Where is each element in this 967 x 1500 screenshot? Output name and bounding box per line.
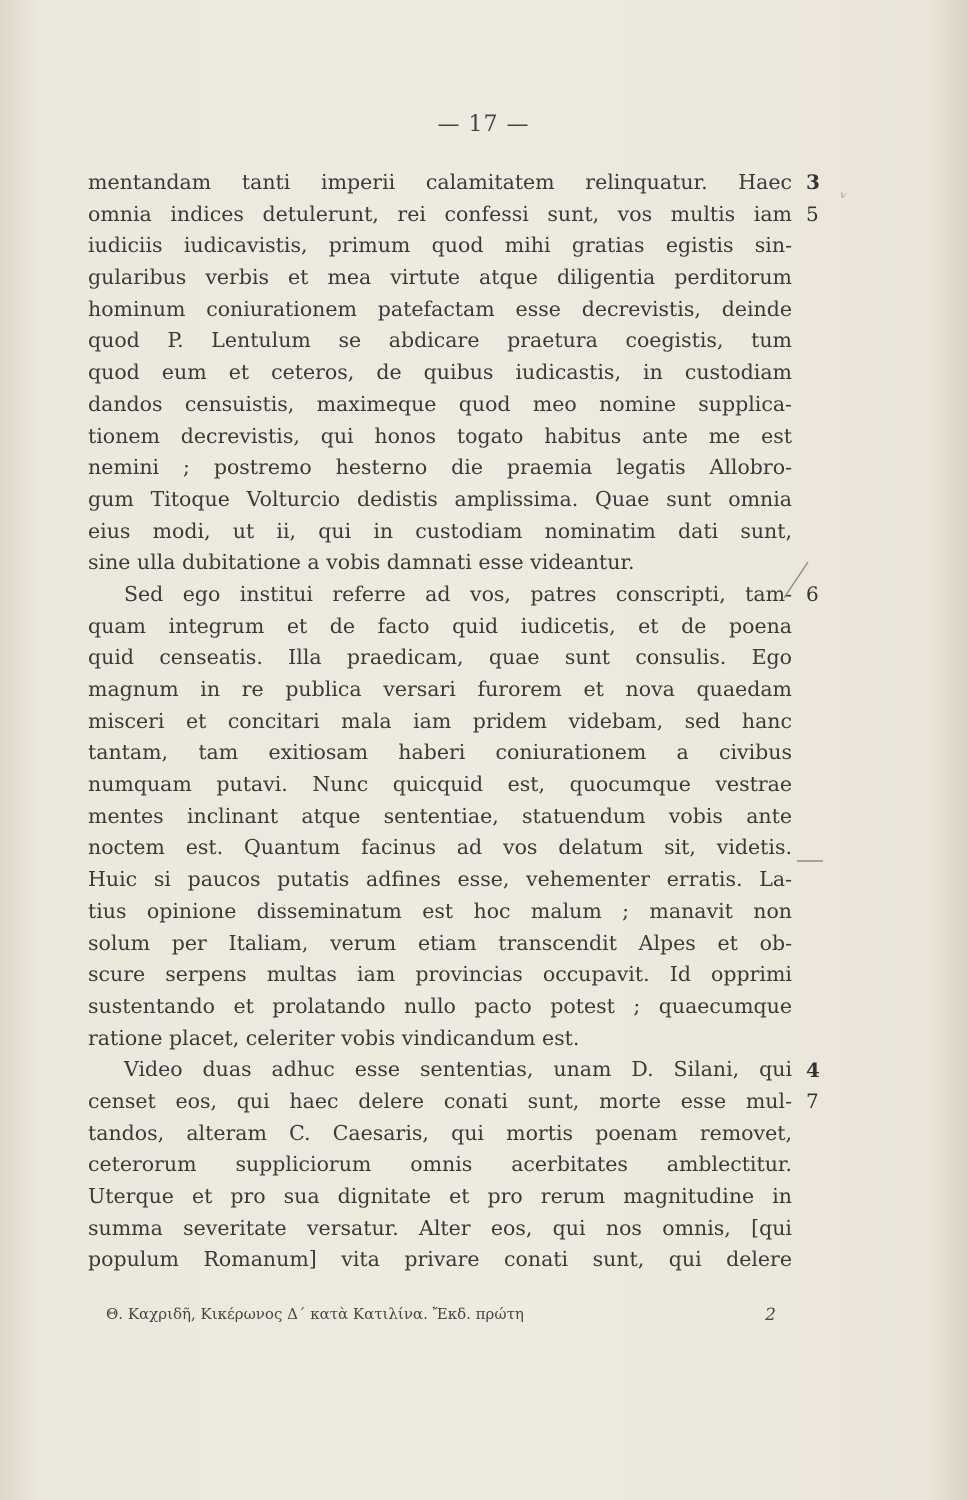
text-line: Video duas adhuc esse sententias, unam D. Silani, qui [124,1057,792,1082]
text-line: scure serpens multas iam provincias occupavit. Id opprimi [88,962,792,987]
margin-number: 5 [806,201,819,226]
page-number: — 17 — [437,112,530,137]
text-line: Sed ego institui referre ad vos, patres conscripti, tam- [124,581,792,606]
text-line: hominum coniurationem patefactam esse decrevistis, deinde [88,296,792,321]
margin-number: 6 [806,582,819,607]
text-line: iudiciis iudicavistis, primum quod mihi gratias egistis sin- [88,233,792,258]
text-line: quid censeatis. Illa praedicam, quae sunt consulis. Ego [88,645,792,670]
text-line: ratione placet, celeriter vobis vindicandum est. [88,1025,580,1050]
text-line: misceri et concitari mala iam pridem videbam, sed hanc [88,708,792,733]
text-line: gum Titoque Volturcio dedistis amplissima. Quae sunt omnia [88,486,792,511]
text-line: summa severitate versatur. Alter eos, qui nos omnis, [qui [88,1215,792,1240]
text-line: sine ulla dubitatione a vobis damnati esse videantur. [88,550,635,575]
text-line: dandos censuistis, maximeque quod meo nomine supplica- [88,391,792,416]
text-line: gularibus verbis et mea virtute atque diligentia perditorum [88,265,792,290]
text-line: magnum in re publica versari furorem et nova quaedam [88,677,792,701]
footer-title: Θ. Καχριδῆ, Κικέρωνος Δ´ κατὰ Κατιλίνα. Ἔκδ. πρώτη [106,1305,524,1323]
text-line: sustentando et prolatando nullo pacto potest ; quaecumque [88,993,792,1018]
text-line: noctem est. Quantum facinus ad vos delatum sit, videtis. [88,835,792,860]
footer [106,1305,776,1325]
pencil-dash-mark [795,858,825,864]
margin-number: 7 [806,1089,819,1114]
text-line: mentandam tanti imperii calamitatem relinquatur. Haec [88,170,792,194]
margin-number: 3 [806,170,820,194]
pencil-slash-mark [780,560,810,600]
text-line: Uterque et pro sua dignitate et pro rerum magnitudine in [88,1184,792,1208]
text-line: quod P. Lentulum se abdicare praetura coegistis, tum [88,328,792,353]
text-line: numquam putavi. Nunc quicquid est, quocumque vestrae [88,772,792,797]
text-line: eius modi, ut ii, qui in custodiam nominatim dati sunt, [88,518,792,543]
text-line: tius opinione disseminatum est hoc malum ; manavit non [88,898,792,923]
text-line: tantam, tam exitiosam haberi coniurationem a civibus [88,740,792,765]
text-line: omnia indices detulerunt, rei confessi sunt, vos multis iam [88,201,792,226]
text-line: tionem decrevistis, qui honos togato habitus ante me est [88,423,792,448]
text-line: censet eos, qui haec delere conati sunt, morte esse mul- [88,1088,792,1113]
text-line: quam integrum et de facto quid iudicetis, et de poena [88,613,792,638]
latin-text-body [88,167,792,1276]
margin-number: 4 [806,1057,820,1082]
text-line: Huic si paucos putatis adfines esse, vehementer erratis. La- [88,867,792,892]
text-line: populum Romanum] vita privare conati sunt, qui delere [88,1247,792,1272]
signature-mark: 2 [765,1305,776,1325]
pencil-annotation: ᵛ [838,187,849,210]
text-line: quod eum et ceteros, de quibus iudicastis, in custodiam [88,360,792,385]
text-line: solum per Italiam, verum etiam transcendit Alpes et ob- [88,930,792,955]
text-line: mentes inclinant atque sententiae, statuendum vobis ante [88,803,792,828]
text-line: nemini ; postremo hesterno die praemia legatis Allobro- [88,455,792,480]
text-line: tandos, alteram C. Caesaris, qui mortis poenam removet, [88,1120,792,1145]
text-line: ceterorum suppliciorum omnis acerbitates amblectitur. [88,1152,792,1177]
